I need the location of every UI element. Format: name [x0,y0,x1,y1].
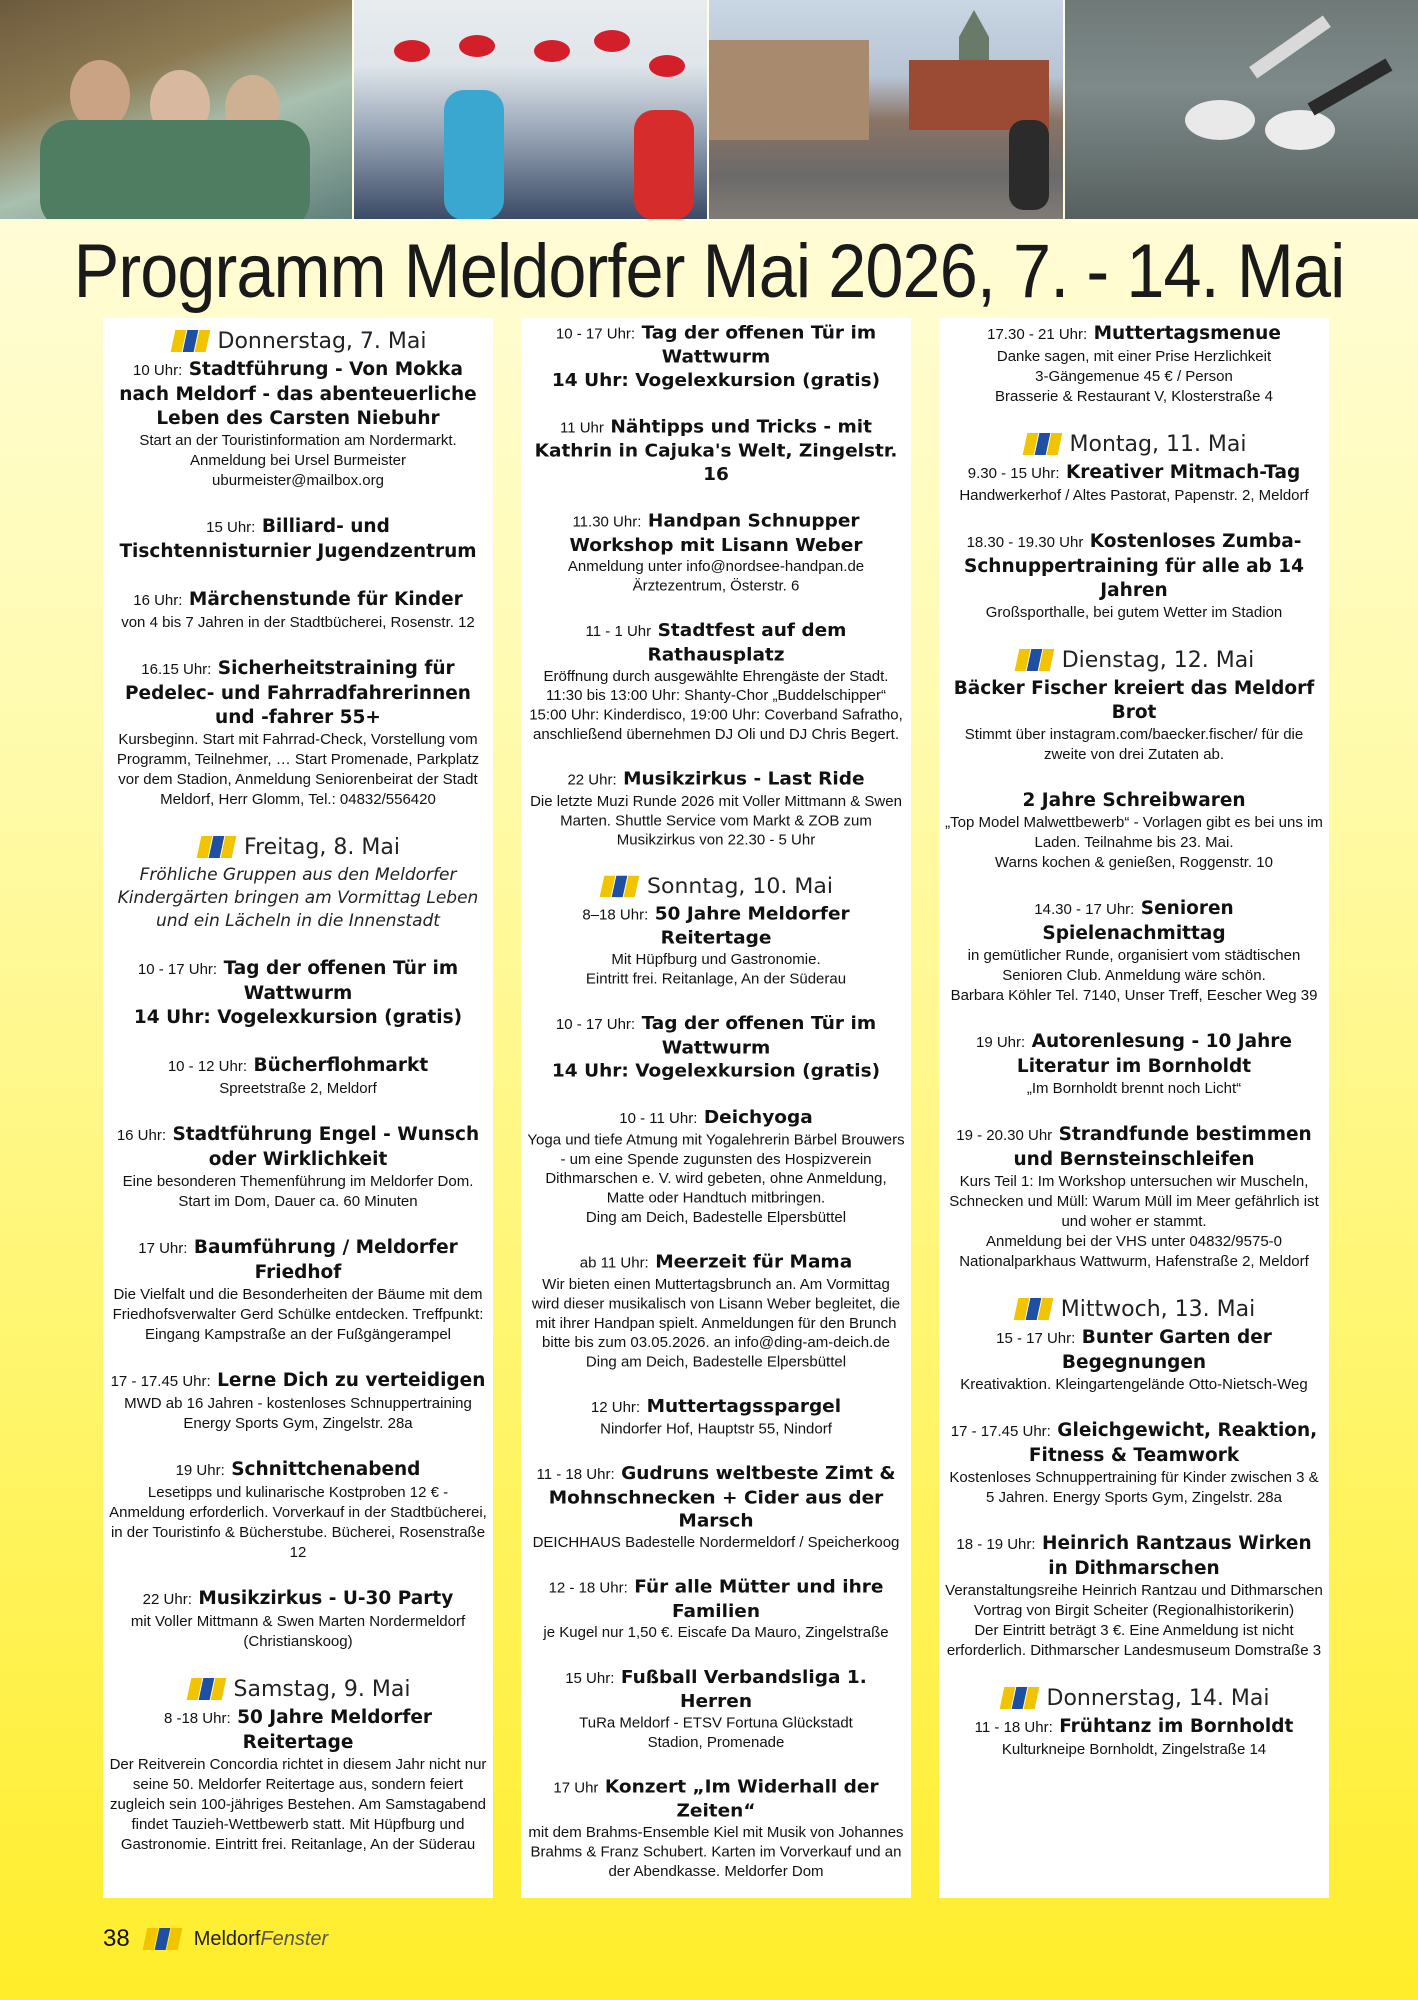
event-title-line [109,1369,487,1394]
event-title: Meerzeit für Mama [655,1252,853,1273]
event-title-line [945,322,1323,347]
event-description: Kreativaktion. Kleingartengelände Otto-Nietsch-Weg [960,1376,1308,1393]
event-time: 12 - 18 Uhr: [548,1579,628,1597]
event [945,530,1323,623]
event-time: 8 -18 Uhr: [163,1710,231,1727]
event [945,1715,1323,1760]
event-title: Heinrich Rantzaus Wirken in Dithmarschen [1042,1533,1312,1579]
event-description: Spreetstraße 2, Meldorf [219,1080,377,1097]
event-title-line [945,677,1323,725]
event-title-line [945,1532,1323,1581]
event-time: 17 - 17.45 Uhr: [950,1423,1051,1440]
event-title: Musikzirkus - Last Ride [623,769,865,790]
event [527,1251,905,1372]
event-time: 17.30 - 21 Uhr: [987,326,1088,343]
event [109,1458,487,1563]
event-time: 10 - 17 Uhr: [555,1016,636,1033]
event-description: Anmeldung bei der VHS unter 04832/9575-0 [985,1233,1283,1250]
event [945,789,1323,873]
event-title-line [109,515,487,564]
calendar-logo-icon [1014,647,1054,673]
event-time: 19 - 20.30 Uhr [956,1127,1053,1144]
event [527,416,905,487]
event-time: 15 Uhr: [206,519,256,536]
event-time: 18.30 - 19.30 Uhr [966,534,1084,551]
event-time: 11 - 18 Uhr: [974,1719,1053,1736]
event-title-line-2: 14 Uhr: Vogelexkursion (gratis) [551,1061,881,1082]
event-title-line [945,1326,1323,1375]
event-description: Der Reitverein Concordia richtet in diesem Jahr nicht nur seine 50. Meldorfer Reitertage aus, sondern feiert zugleich sein 100-jähriges Bestehen. Am Samstagabend findet Tauzieh-Wettbewerb statt. Mit Hüpfburg und Gastronomie. Eintritt frei. Reitanlage, An der Süderau [109,1756,487,1853]
event-title-line-2: 14 Uhr: Vogelexkursion (gratis) [551,370,881,391]
event-title-line [527,1013,905,1061]
event-time: 16 Uhr: [133,592,183,609]
event-note [109,864,487,933]
event-time: 14.30 - 17 Uhr: [1034,901,1135,918]
day-label: Donnerstag, 7. Mai [217,328,427,354]
event-title: Gudruns weltbeste Zimt & Mohnschnecken + Cider aus der Marsch [548,1463,896,1532]
event-title-line [945,789,1323,813]
event-title: Senioren Spielenachmittag [1042,898,1234,944]
event-description: Kursbeginn. Start mit Fahrrad-Check, Vorstellung vom Programm, Teilnehmer, … Start Promenade, Parkplatz vor dem Stadion, Anmeldung Seniorenbeirat der Stadt Meldorf, Herr Glomm, Tel.: 04832/556420 [116,731,480,808]
event-title-line [109,588,487,613]
event-title: 2 Jahre Schreibwaren [1022,790,1246,811]
event-description: Eröffnung durch ausgewählte Ehrengäste der Stadt. [543,668,889,685]
event [945,322,1323,407]
calendar-logo-icon [196,834,236,860]
event-time: 11.30 Uhr: [572,513,642,531]
event-description: Der Eintritt beträgt 3 €. Eine Anmeldung ist nicht erforderlich. Dithmarscher Landesmuseum Domstraße 3 [946,1622,1322,1659]
photo-group-sofa [0,0,352,219]
event-description: in gemütlicher Runde, organisiert vom städtischen Senioren Club. Anmeldung wäre schön. [967,947,1301,984]
calendar-logo-icon [599,874,639,899]
day-heading [945,1685,1323,1711]
event-description: 15:00 Uhr: Kinderdisco, 19:00 Uhr: Coverband Safratho, anschließend übernehmen DJ Oli und DJ Chris Begert. [529,706,903,743]
day-heading [945,647,1323,673]
event-title-line [109,1123,487,1172]
event-title: Musikzirkus - U-30 Party [198,1588,454,1609]
event-time: 17 Uhr [553,1779,599,1797]
event-time: 22 Uhr: [142,1591,192,1608]
event-description: Anmeldung bei Ursel Burmeister uburmeister@mailbox.org [190,452,406,489]
event-time: 12 Uhr: [590,1399,641,1417]
event [945,1326,1323,1395]
event-title-line-2: 14 Uhr: Vogelexkursion (gratis) [133,1007,463,1028]
event-title: Bäcker Fischer kreiert das Meldorf Brot [953,678,1315,723]
event [527,620,905,745]
event-title: Deichyoga [703,1107,813,1128]
event-title: Bunter Garten der Begegnungen [1061,1327,1272,1373]
event-description: Ding am Deich, Badestelle Elpersbüttel [585,1209,847,1226]
event-description: „Im Bornholdt brennt noch Licht“ [1026,1080,1242,1097]
event-description: mit Voller Mittmann & Swen Marten Nordermeldorf (Christianskoog) [130,1613,466,1650]
event-title: Kostenloses Zumba-Schnuppertraining für alle ab 14 Jahren [964,531,1304,601]
event-time: 19 Uhr: [976,1034,1026,1051]
event-title: Autorenlesung - 10 Jahre Literatur im Bornholdt [1016,1031,1292,1077]
event-title-line [109,1587,487,1612]
event-title: Handpan Schnupper Workshop mit Lisann Weber [569,511,863,556]
event [109,957,487,1030]
photo-town-square [709,0,1063,219]
event-description: TuRa Meldorf - ETSV Fortuna Glückstadt [579,1714,853,1732]
photo-strip [0,0,1418,219]
calendar-logo-icon [999,1685,1039,1711]
event [945,461,1323,506]
brand-name: MeldorfFenster [193,1927,329,1950]
event-description: „Top Model Malwettbewerb“ - Vorlagen gibt es bei uns im Laden. Teilnahme bis 23. Mai. [945,814,1323,851]
event-title-line [945,1419,1323,1468]
event [527,1463,905,1553]
day-label: Samstag, 9. Mai [233,1676,411,1702]
event-description: 3-Gängemenue 45 € / Person [1035,368,1233,385]
event-title-line [109,1706,487,1755]
event [527,510,905,596]
event-title: Konzert „Im Widerhall der Zeiten“ [604,1776,879,1822]
event [527,1396,905,1440]
event-title-line [527,322,905,370]
event [527,903,905,989]
event-title: Stadtfest auf dem Rathausplatz [647,620,847,666]
event-description: Yoga und tiefe Atmung mit Yogalehrerin Bärbel Brouwers - um eine Spende zugunsten des Hospizverein Dithmarschen e. V. wird gebeten, ohne Anmeldung, Matte oder Handtuch mitbringen. [527,1131,905,1207]
event-title: Märchenstunde für Kinder [188,589,463,610]
event [109,358,487,491]
event-title-line [527,1251,905,1275]
event-time: 10 - 11 Uhr: [619,1110,698,1127]
note-text: Fröhliche Gruppen aus den Meldorfer Kindergärten bringen am Vormittag Leben und ein Lächeln in die Innenstadt [117,865,479,931]
event-title: Bücherflohmarkt [253,1055,429,1076]
event-time: 10 - 17 Uhr: [137,961,218,978]
event-time: 22 Uhr: [567,771,617,789]
event-time: 9.30 - 15 Uhr: [967,465,1060,482]
meldorf-logo-icon [142,1926,182,1952]
event-title-line [527,510,905,558]
event-title: Für alle Mütter und ihre Familien [634,1577,884,1622]
event-description: Stimmt über instagram.com/baecker.fischer/ für die zweite von drei Zutaten ab. [964,726,1304,763]
event-title: Lerne Dich zu verteidigen [217,1370,486,1391]
event-description: Barbara Köhler Tel. 7140, Unser Treff, Eescher Weg 39 [950,987,1318,1004]
event [109,1369,487,1434]
event-title: Baumführung / Meldorfer Friedhof [193,1237,458,1283]
event [109,1123,487,1212]
event-time: 10 Uhr: [133,362,183,379]
calendar-logo-icon [186,1676,226,1702]
event-description: Großsporthalle, bei gutem Wetter im Stadion [985,604,1283,621]
event-title-line [527,1463,905,1534]
photo-group-red-caps [354,0,708,219]
day-label: Montag, 11. Mai [1069,431,1247,457]
event-title-line [527,1666,905,1714]
event-time: 11 - 18 Uhr: [536,1466,615,1483]
event-title: 50 Jahre Meldorfer Reitertage [654,903,850,949]
event-title: Sicherheitstraining für Pedelec- und Fahrradfahrerinnen und -fahrer 55+ [125,658,471,728]
event-title: Nähtipps und Tricks - mit Kathrin in Cajuka's Welt, Zingelstr. 16 [534,416,898,485]
calendar-logo-icon [1013,1296,1053,1322]
event-description: Die letzte Muzi Runde 2026 mit Voller Mittmann & Swen Marten. Shuttle Service vom Markt & ZOB zum Musikzirkus von 22.30 - 5 Uhr [530,793,902,849]
day-label: Freitag, 8. Mai [244,834,400,860]
program-column-2 [521,318,911,1898]
event-description: Handwerkerhof / Altes Pastorat, Papenstr. 2, Meldorf [959,487,1309,504]
event-title-line [527,1396,905,1420]
event [527,322,905,393]
event-description: Eine besonderen Themenführung im Meldorfer Dom. Start im Dom, Dauer ca. 60 Minuten [122,1173,474,1210]
event [109,1587,487,1652]
page-title: Programm Meldorfer Mai 2026, 7. - 14. Mai [73,229,1345,314]
event [945,1030,1323,1099]
event-time: ab 11 Uhr: [579,1255,649,1272]
event-description: 11:30 bis 13:00 Uhr: Shanty-Chor „Buddelschipper“ [546,687,886,705]
event-title-line [109,358,487,431]
event-title: Tag der offenen Tür im Wattwurm [641,1013,877,1059]
event-title-line [109,1054,487,1079]
event-description: je Kugel nur 1,50 €. Eiscafe Da Mauro, Zingelstraße [543,1624,889,1642]
event-time: 10 - 17 Uhr: [555,325,636,343]
event [109,588,487,633]
event-title: Schnittchenabend [231,1459,421,1480]
event-title: Frühtanz im Bornholdt [1059,1716,1294,1737]
page-footer [103,1925,328,1953]
day-label: Donnerstag, 14. Mai [1046,1685,1270,1711]
program-column-1 [103,318,493,1898]
event-title-line [527,1107,905,1131]
event [527,1666,905,1752]
event-time: 11 - 1 Uhr [585,623,652,641]
event-time: 15 Uhr: [565,1670,615,1687]
event-description: Danke sagen, mit einer Prise Herzlichkeit [996,348,1272,365]
event-time: 11 Uhr [559,419,604,437]
event [945,677,1323,765]
event [109,1236,487,1345]
event-description: Kurs Teil 1: Im Workshop untersuchen wir Muscheln, Schnecken und Müll: Warum Müll im Meer gefährlich ist und woher er stammt. [949,1173,1319,1230]
event [945,1123,1323,1272]
event [109,1706,487,1855]
event-title-line [109,1236,487,1285]
event-title: Stadtführung - Von Mokka nach Meldorf - das abenteuerliche Leben des Carsten Niebuhr [119,359,477,429]
event-description: DEICHHAUS Badestelle Nordermeldorf / Speicherkoog [532,1534,900,1551]
event-title: Strandfunde bestimmen und Bernsteinschleifen [1013,1124,1312,1170]
day-label: Mittwoch, 13. Mai [1060,1296,1256,1322]
event-description: Veranstaltungsreihe Heinrich Rantzau und Dithmarschen Vortrag von Birgit Scheiter (Regionalhistorikerin) [945,1582,1323,1619]
event-title-line [109,957,487,1006]
event-time: 8–18 Uhr: [582,906,649,924]
event-description: Nationalparkhaus Wattwurm, Hafenstraße 2, Meldorf [959,1253,1309,1270]
event-time: 18 - 19 Uhr: [956,1536,1036,1553]
event-title-line [945,1030,1323,1079]
event [527,1013,905,1084]
event-title: Tag der offenen Tür im Wattwurm [641,322,877,368]
day-heading [527,874,905,899]
day-label: Sonntag, 10. Mai [647,874,833,899]
event-description: Ding am Deich, Badestelle Elpersbüttel [585,1353,847,1371]
event-description: Start an der Touristinformation am Nordermarkt. [139,432,457,449]
event [527,1107,905,1228]
day-heading [109,328,487,354]
event-description: Wir bieten einen Muttertagsbrunch an. Am Vormittag wird dieser musikalisch von Lisann Weber begleitet, die mit ihrer Handpan spielt. Anmeldungen für den Brunch bitte bis zum 03.05.2026. an info@ding-am-deich.de [531,1276,901,1352]
event-title-line [109,1458,487,1483]
event-title: Stadtführung Engel - Wunsch oder Wirklichkeit [172,1124,480,1170]
event-title: Muttertagsmenue [1093,323,1281,344]
event-title: Kreativer Mitmach-Tag [1065,462,1301,483]
day-heading [109,1676,487,1702]
event-title: Tag der offenen Tür im Wattwurm [223,958,459,1004]
event [109,657,487,810]
event-title-line [527,903,905,951]
day-label: Dienstag, 12. Mai [1061,647,1255,673]
day-heading [945,431,1323,457]
event-time: 19 Uhr: [175,1462,225,1479]
event-title-line [527,620,905,668]
calendar-logo-icon [1022,431,1062,457]
event-description: von 4 bis 7 Jahren in der Stadtbücherei, Rosenstr. 12 [121,614,475,631]
calendar-logo-icon [170,328,210,354]
event-description: Lesetipps und kulinarische Kostproben 12 € - Anmeldung erforderlich. Vorverkauf in der Stadtbücherei, in der Touristinfo & Bücherstube. Bücherei, Rosenstraße 12 [109,1484,487,1561]
event-time: 16.15 Uhr: [141,661,212,678]
event-title: Fußball Verbandsliga 1. Herren [620,1667,867,1712]
event-title-line [945,1123,1323,1172]
event [945,1419,1323,1508]
event [109,515,487,564]
event-description: Stadion, Promenade [647,1734,785,1751]
page-number: 38 [103,1925,130,1952]
event-description: Kostenloses Schnuppertraining für Kinder zwischen 3 & 5 Jahren. Energy Sports Gym, Zingelstr. 28a [949,1469,1319,1506]
event-title-line [527,1776,905,1824]
event-title-line [945,1715,1323,1740]
event-description: Anmeldung unter info@nordsee-handpan.de [567,558,865,576]
event-description: Nindorfer Hof, Hauptstr 55, Nindorf [600,1420,832,1438]
event-title-line [527,1576,905,1624]
event-time: 16 Uhr: [116,1127,167,1144]
event-description: Kulturkneipe Bornholdt, Zingelstraße 14 [1001,1741,1267,1758]
event-description: Warns kochen & genießen, Roggenstr. 10 [995,854,1273,871]
event-title-line [945,530,1323,603]
event [945,897,1323,1006]
event-time: 15 - 17 Uhr: [996,1330,1076,1347]
event-description: Die Vielfalt und die Besonderheiten der Bäume mit dem Friedhofsverwalter Gerd Schülke entdecken. Treffpunkt: Eingang Kampstraße an der Fußgängerampel [112,1286,484,1343]
event [945,1532,1323,1661]
event-title: Billiard- und Tischtennisturnier Jugendzentrum [119,516,477,562]
event-time: 17 Uhr: [138,1240,188,1257]
program-column-3 [939,318,1329,1898]
photo-seagulls [1065,0,1418,219]
event-time: 10 - 12 Uhr: [167,1058,248,1075]
event-time: 17 - 17.45 Uhr: [110,1373,211,1390]
day-heading [109,834,487,860]
event-description: mit dem Brahms-Ensemble Kiel mit Musik von Johannes Brahms & Franz Schubert. Karten im Vorverkauf und an der Abendkasse. Meldorfer Dom [528,1824,904,1880]
event-description: MWD ab 16 Jahren - kostenloses Schnuppertraining Energy Sports Gym, Zingelstr. 28a [124,1395,472,1432]
event-title-line [109,657,487,730]
event-title-line [527,416,905,487]
event-description: Mit Hüpfburg und Gastronomie. [611,951,821,968]
day-heading [945,1296,1323,1322]
event-title-line [945,897,1323,946]
event-title: Gleichgewicht, Reaktion, Fitness & Teamwork [1028,1420,1318,1466]
event-description: Brasserie & Restaurant V, Klosterstraße 4 [995,388,1273,405]
event-title: Muttertagsspargel [646,1396,842,1418]
event-title-line [527,768,905,792]
event-title-line [945,461,1323,486]
event-description: Ärztezentrum, Österstr. 6 [632,577,800,595]
event-title: 50 Jahre Meldorfer Reitertage [237,1707,433,1753]
event [527,768,905,850]
event-description: Eintritt frei. Reitanlage, An der Süderau [585,970,847,988]
event [527,1576,905,1643]
event [527,1776,905,1882]
event [109,1054,487,1099]
